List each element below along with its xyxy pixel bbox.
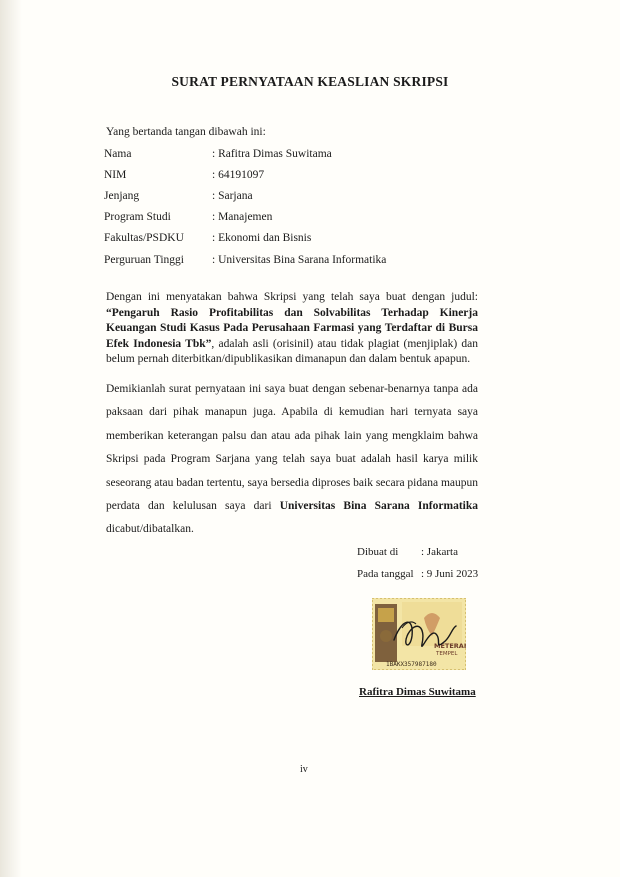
- university-name: Universitas Bina Sarana Informatika: [279, 500, 478, 513]
- stamp-hologram: [378, 608, 394, 622]
- stamp-label-1: METERAI: [434, 642, 466, 650]
- identity-row: [104, 207, 386, 228]
- identity-value: : Universitas Bina Sarana Informatika: [212, 253, 387, 266]
- identity-row: [104, 228, 386, 249]
- identity-label: Perguruan Tinggi: [104, 253, 184, 266]
- date-value: : 9 Juni 2023: [421, 568, 479, 580]
- identity-label: NIM: [104, 168, 127, 181]
- identity-value: : 64191097: [212, 168, 265, 181]
- identity-label: Program Studi: [104, 211, 171, 224]
- place-date-block: [357, 541, 478, 585]
- identity-row: [104, 143, 386, 164]
- identity-table: [104, 143, 386, 270]
- date-label: Pada tanggal: [357, 568, 414, 580]
- page-number: iv: [300, 764, 308, 775]
- identity-row: [104, 249, 386, 270]
- identity-label: Jenjang: [104, 189, 140, 202]
- stamp-emblem: [380, 630, 392, 642]
- identity-row: [104, 164, 386, 185]
- meterai-stamp-with-signature: [372, 598, 466, 670]
- identity-value: : Rafitra Dimas Suwitama: [212, 147, 332, 160]
- signer-name: Rafitra Dimas Suwitama: [359, 686, 476, 698]
- declaration-paragraph: [106, 378, 478, 542]
- identity-label: Nama: [104, 147, 132, 160]
- thesis-title: “Pengaruh Rasio Profitabilitas dan Solvabilitas Terhadap Kinerja Keuangan Studi Kasus Pada Perusahaan Farmasi yang Terdaftar di Bursa Efek Indonesia Tbk”: [106, 306, 478, 350]
- stamp-label-2: TEMPEL: [436, 651, 458, 657]
- declaration-text-end: dicabut/dibatalkan.: [106, 523, 194, 536]
- identity-value: : Manajemen: [212, 211, 273, 224]
- declaration-text: Demikianlah surat pernyataan ini saya buat dengan sebenar-benarnya tanpa ada paksaan dari pihak manapun juga. Apabila di kemudian hari ternyata saya memberikan keterangan palsu dan atau ada pihak lain yang mengklaim bahwa Skripsi pada Program Sarjana yang telah saya buat adalah hasil karya milik seseorang atau badan tertentu, saya bersedia diproses baik secara pidana maupun perdata dan kelulusan saya dari: [106, 383, 479, 513]
- intro-text: Yang bertanda tangan dibawah ini:: [106, 126, 266, 138]
- identity-value: : Sarjana: [212, 189, 253, 202]
- identity-row: [104, 185, 386, 206]
- statement-text: Dengan ini menyatakan bahwa Skripsi yang telah saya buat dengan judul:: [106, 291, 478, 303]
- identity-label: Fakultas/PSDKU: [104, 232, 184, 245]
- statement-text-end: , adalah asli (orisinil) atau tidak plagiat (menjiplak) dan belum pernah diterbitkan/dipublikasikan dimanapun dan dalam bentuk apapun.: [106, 337, 478, 365]
- place-label: Dibuat di: [357, 546, 399, 558]
- page-edge-shadow: [0, 0, 22, 877]
- place-value: : Jakarta: [421, 546, 458, 558]
- document-title: SURAT PERNYATAAN KEASLIAN SKRIPSI: [171, 74, 449, 89]
- stamp-serial: 1BAKX357987180: [386, 661, 437, 668]
- statement-paragraph: [106, 290, 478, 368]
- identity-value: : Ekonomi dan Bisnis: [212, 232, 312, 245]
